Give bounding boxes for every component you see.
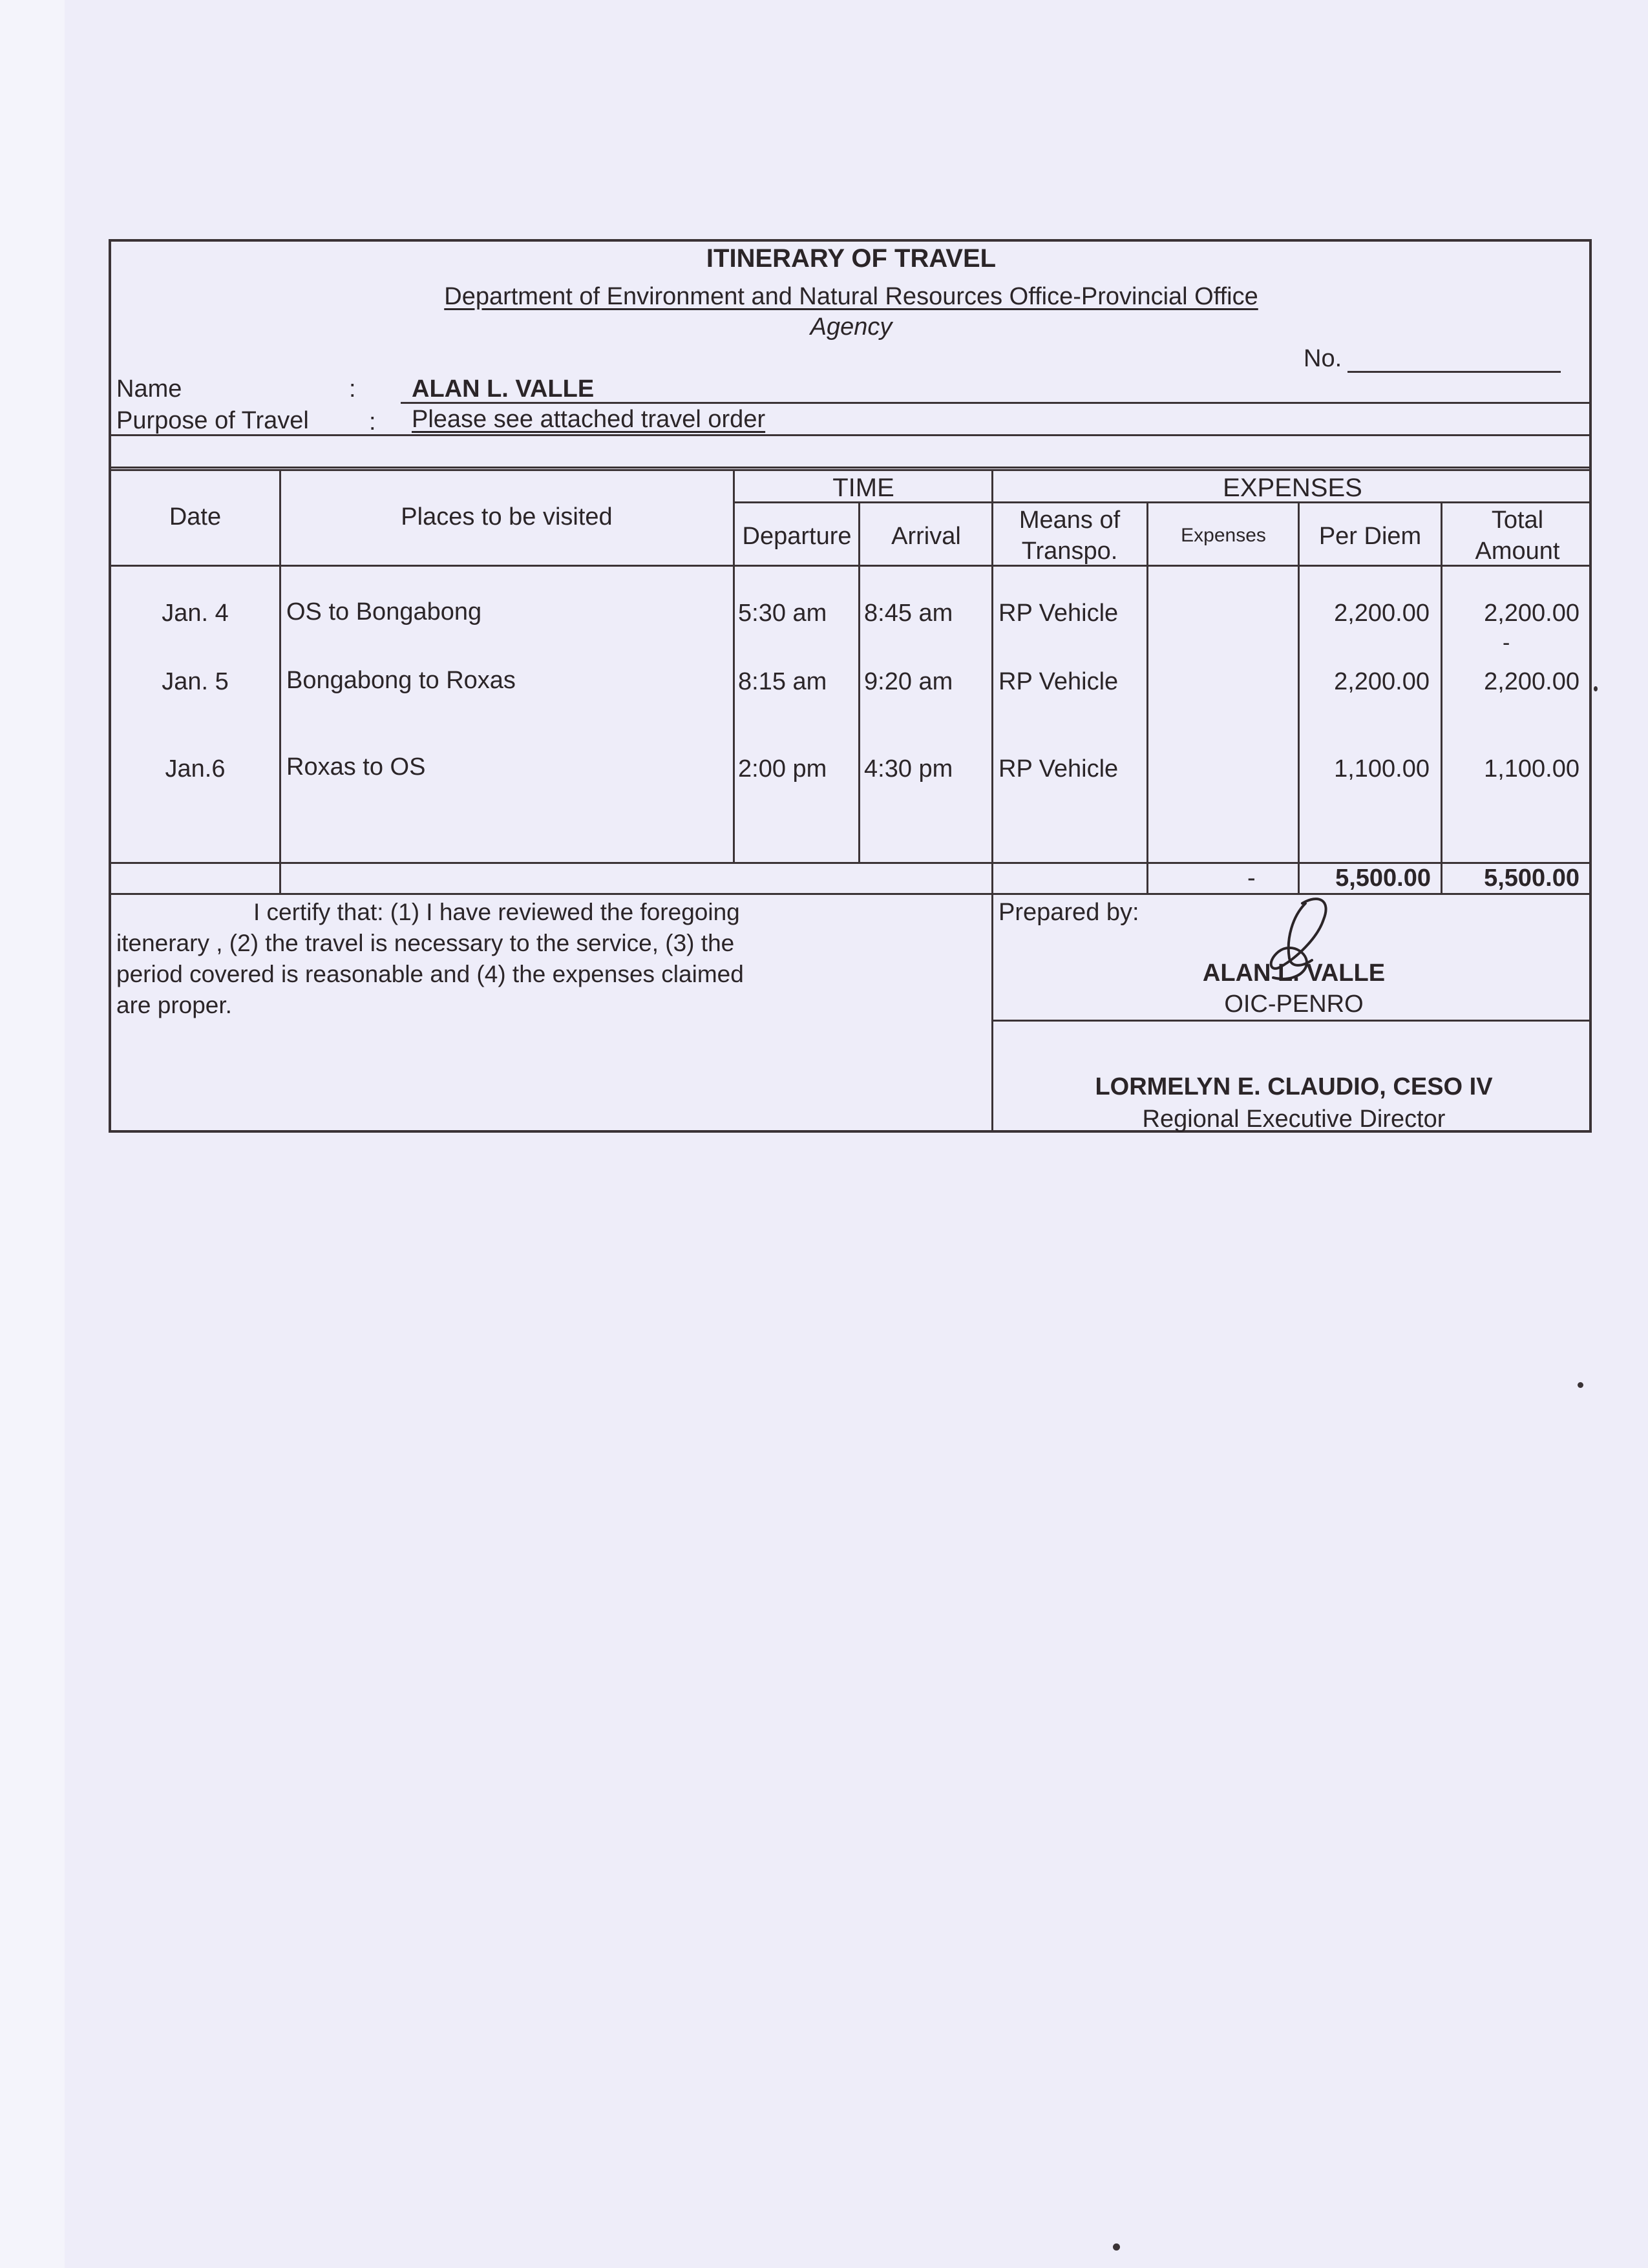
name-value: ALAN L. VALLE	[412, 375, 595, 403]
row-per-diem: 1,100.00	[1334, 755, 1430, 782]
certification-line: are proper.	[116, 992, 232, 1018]
total-header-line2: Amount	[1475, 538, 1560, 565]
row-place: OS to Bongabong	[286, 598, 482, 625]
certification-line: itenerary , (2) the travel is necessary to the service, (3) the	[116, 930, 735, 956]
total-header-line1: Total	[1491, 507, 1544, 534]
scan-margin	[0, 0, 65, 2268]
name-label: Name	[116, 375, 182, 403]
row-per-diem: 2,200.00	[1334, 600, 1430, 627]
date-header: Date	[169, 503, 222, 530]
col-divider-time	[991, 469, 993, 1133]
agency-label: Agency	[810, 313, 893, 341]
means-header-line1: Means of	[1019, 507, 1121, 534]
col-divider-means	[1146, 501, 1148, 894]
row-place: Roxas to OS	[286, 753, 426, 781]
total-per-diem: 5,500.00	[1335, 865, 1431, 892]
signature-divider	[991, 1020, 1592, 1022]
per-diem-header: Per Diem	[1318, 523, 1422, 550]
departure-header: Departure	[742, 523, 852, 550]
row-total: 1,100.00	[1484, 755, 1579, 782]
col-divider-date	[279, 469, 281, 894]
no-label: No.	[1304, 345, 1342, 372]
row-date: Jan.6	[165, 755, 226, 782]
row-place: Bongabong to Roxas	[286, 667, 516, 694]
body-bottom-rule	[109, 862, 1592, 864]
row-means: RP Vehicle	[998, 600, 1119, 627]
table-top-rule	[109, 469, 1592, 471]
col-divider-places	[733, 469, 735, 863]
col-divider-perdiem	[1441, 501, 1442, 894]
expenses-header: Expenses	[1181, 525, 1266, 546]
purpose-value: Please see attached travel order	[412, 406, 766, 433]
scan-speck	[1113, 2243, 1120, 2251]
row-total: 2,200.00	[1484, 600, 1579, 627]
row-departure: 8:15 am	[738, 668, 827, 695]
row-means: RP Vehicle	[998, 668, 1119, 695]
grand-total: 5,500.00	[1484, 865, 1579, 892]
form-title: ITINERARY OF TRAVEL	[706, 244, 997, 273]
header-bottom-rule	[109, 565, 1592, 567]
totals-bottom-rule	[109, 893, 1592, 895]
row-date: Jan. 4	[162, 600, 229, 627]
scan-speck	[1594, 686, 1598, 691]
row-departure: 2:00 pm	[738, 755, 827, 782]
means-header-line2: Transpo.	[1021, 538, 1118, 565]
total-expenses: -	[1247, 865, 1256, 892]
no-field-line	[1347, 371, 1561, 373]
row-per-diem: 2,200.00	[1334, 668, 1430, 695]
scan-speck	[1578, 1382, 1583, 1388]
approver-position: Regional Executive Director	[1142, 1106, 1446, 1133]
divider	[109, 467, 1592, 468]
name-colon: :	[349, 375, 356, 403]
certification-line: I certify that: (1) I have reviewed the foregoing	[253, 899, 740, 925]
prepared-by-position: OIC-PENRO	[1224, 991, 1364, 1018]
row-date: Jan. 5	[162, 668, 229, 695]
row-total: 2,200.00	[1484, 668, 1579, 695]
stray-dash: -	[1503, 631, 1510, 655]
arrival-header: Arrival	[891, 523, 961, 550]
places-header: Places to be visited	[401, 503, 613, 530]
expenses-group-header: EXPENSES	[1223, 474, 1362, 502]
prepared-by-name: ALAN L. VALLE	[1202, 960, 1386, 987]
office-name: Department of Environment and Natural Resources Office-Provincial Office	[444, 283, 1258, 310]
purpose-underline	[109, 434, 1592, 436]
time-header: TIME	[832, 474, 894, 502]
col-divider-expenses	[1298, 501, 1300, 894]
row-means: RP Vehicle	[998, 755, 1119, 782]
row-arrival: 9:20 am	[864, 668, 953, 695]
row-departure: 5:30 am	[738, 600, 827, 627]
row-arrival: 8:45 am	[864, 600, 953, 627]
prepared-by-label: Prepared by:	[998, 899, 1139, 926]
approver-name: LORMELYN E. CLAUDIO, CESO IV	[1095, 1073, 1493, 1100]
certification-line: period covered is reasonable and (4) the expenses claimed	[116, 961, 744, 987]
col-divider-departure	[858, 501, 860, 863]
purpose-label: Purpose of Travel	[116, 407, 309, 434]
row-arrival: 4:30 pm	[864, 755, 953, 782]
purpose-colon: :	[369, 408, 376, 436]
